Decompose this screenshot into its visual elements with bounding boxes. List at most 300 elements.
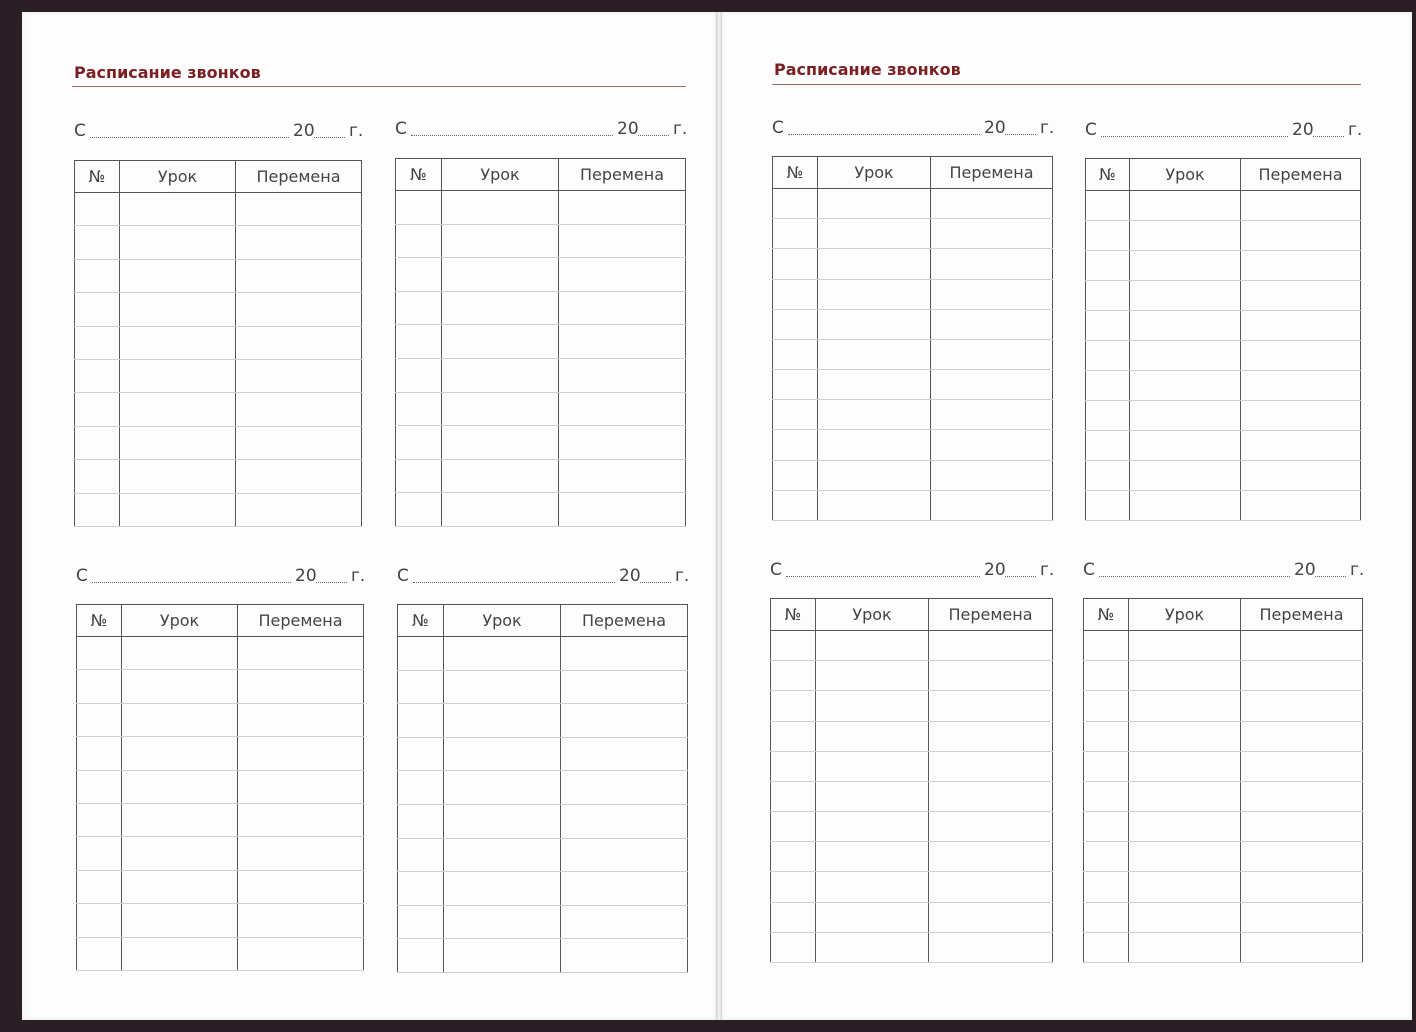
cell-lesson[interactable] xyxy=(122,670,238,703)
cell-lesson[interactable] xyxy=(120,393,236,426)
cell-lesson[interactable] xyxy=(120,259,236,292)
cell-num[interactable] xyxy=(773,339,818,369)
cell-lesson[interactable] xyxy=(1129,812,1241,842)
cell-num[interactable] xyxy=(1086,221,1130,251)
table-row xyxy=(771,842,1053,872)
cell-break[interactable] xyxy=(236,259,362,292)
cell-break[interactable] xyxy=(559,493,686,527)
date-year-field[interactable] xyxy=(1005,576,1036,577)
cell-break[interactable] xyxy=(1241,341,1361,371)
cell-lesson[interactable] xyxy=(1129,842,1241,872)
cell-num[interactable] xyxy=(77,870,122,903)
cell-num[interactable] xyxy=(77,670,122,703)
cell-break[interactable] xyxy=(929,812,1053,842)
cell-num[interactable] xyxy=(75,326,120,359)
cell-num[interactable] xyxy=(1084,781,1129,811)
cell-num[interactable] xyxy=(773,460,818,490)
cell-num[interactable] xyxy=(1086,191,1130,221)
cell-lesson[interactable] xyxy=(1130,281,1241,311)
cell-break[interactable] xyxy=(931,249,1053,279)
cell-num[interactable] xyxy=(396,258,442,292)
cell-break[interactable] xyxy=(931,430,1053,460)
cell-num[interactable] xyxy=(75,259,120,292)
date-year-prefix: 20 xyxy=(619,566,641,586)
cell-lesson[interactable] xyxy=(120,460,236,493)
cell-lesson[interactable] xyxy=(818,219,931,249)
table-row xyxy=(77,737,364,770)
table-row xyxy=(75,493,362,526)
cell-break[interactable] xyxy=(236,326,362,359)
date-line[interactable] xyxy=(1085,120,1363,142)
cell-num[interactable] xyxy=(1084,721,1129,751)
cell-num[interactable] xyxy=(1084,872,1129,902)
cell-num[interactable] xyxy=(396,224,442,258)
cell-num[interactable] xyxy=(1086,461,1130,491)
cell-break[interactable] xyxy=(559,392,686,426)
cell-num[interactable] xyxy=(398,838,444,872)
cell-lesson[interactable] xyxy=(818,400,931,430)
cell-num[interactable] xyxy=(77,637,122,670)
cell-break[interactable] xyxy=(931,490,1053,520)
cell-lesson[interactable] xyxy=(120,493,236,526)
cell-num[interactable] xyxy=(398,939,444,973)
date-day-field[interactable] xyxy=(413,582,615,583)
cell-break[interactable] xyxy=(1241,691,1363,721)
cell-break[interactable] xyxy=(561,637,688,671)
cell-num[interactable] xyxy=(771,842,816,872)
cell-num[interactable] xyxy=(773,219,818,249)
cell-num[interactable] xyxy=(1084,691,1129,721)
cell-num[interactable] xyxy=(773,400,818,430)
cell-break[interactable] xyxy=(929,902,1053,932)
cell-lesson[interactable] xyxy=(442,258,559,292)
cell-break[interactable] xyxy=(1241,461,1361,491)
cell-lesson[interactable] xyxy=(120,326,236,359)
cell-lesson[interactable] xyxy=(1130,401,1241,431)
table-row xyxy=(398,704,688,738)
cell-lesson[interactable] xyxy=(816,842,929,872)
cell-break[interactable] xyxy=(929,872,1053,902)
cell-num[interactable] xyxy=(773,490,818,520)
cell-num[interactable] xyxy=(1086,251,1130,281)
cell-break[interactable] xyxy=(238,937,364,970)
cell-lesson[interactable] xyxy=(120,359,236,392)
cell-break[interactable] xyxy=(929,691,1053,721)
cell-lesson[interactable] xyxy=(122,937,238,970)
cell-num[interactable] xyxy=(75,359,120,392)
cell-lesson[interactable] xyxy=(122,837,238,870)
date-year-prefix: 20 xyxy=(617,119,639,139)
cell-break[interactable] xyxy=(236,359,362,392)
table-row xyxy=(75,426,362,459)
cell-break[interactable] xyxy=(1241,902,1363,932)
cell-lesson[interactable] xyxy=(442,191,559,225)
cell-lesson[interactable] xyxy=(442,493,559,527)
cell-num[interactable] xyxy=(77,770,122,803)
cell-lesson[interactable] xyxy=(444,905,561,939)
cell-num[interactable] xyxy=(1086,491,1130,521)
cell-lesson[interactable] xyxy=(818,370,931,400)
cell-lesson[interactable] xyxy=(1129,781,1241,811)
date-year-field[interactable] xyxy=(638,135,669,136)
cell-lesson[interactable] xyxy=(816,721,929,751)
cell-lesson[interactable] xyxy=(1129,902,1241,932)
table-row xyxy=(398,804,688,838)
cell-num[interactable] xyxy=(75,493,120,526)
cell-num[interactable] xyxy=(1084,661,1129,691)
cell-num[interactable] xyxy=(1086,311,1130,341)
cell-break[interactable] xyxy=(238,803,364,836)
cell-lesson[interactable] xyxy=(1130,311,1241,341)
cell-lesson[interactable] xyxy=(818,490,931,520)
date-day-field[interactable] xyxy=(1101,136,1288,137)
cell-lesson[interactable] xyxy=(816,902,929,932)
cell-num[interactable] xyxy=(773,279,818,309)
cell-num[interactable] xyxy=(75,193,120,226)
cell-num[interactable] xyxy=(77,904,122,937)
cell-lesson[interactable] xyxy=(1129,631,1241,661)
cell-num[interactable] xyxy=(773,430,818,460)
cell-break[interactable] xyxy=(236,493,362,526)
cell-lesson[interactable] xyxy=(444,804,561,838)
cell-num[interactable] xyxy=(77,737,122,770)
cell-break[interactable] xyxy=(559,224,686,258)
cell-break[interactable] xyxy=(561,737,688,771)
cell-lesson[interactable] xyxy=(442,325,559,359)
cell-break[interactable] xyxy=(1241,812,1363,842)
cell-lesson[interactable] xyxy=(122,803,238,836)
cell-lesson[interactable] xyxy=(442,459,559,493)
cell-lesson[interactable] xyxy=(818,460,931,490)
date-line[interactable] xyxy=(74,121,364,143)
cell-lesson[interactable] xyxy=(1130,251,1241,281)
cell-break[interactable] xyxy=(561,670,688,704)
date-day-field[interactable] xyxy=(92,582,291,583)
cell-break[interactable] xyxy=(238,770,364,803)
cell-num[interactable] xyxy=(398,737,444,771)
cell-num[interactable] xyxy=(75,226,120,259)
cell-break[interactable] xyxy=(559,258,686,292)
cell-num[interactable] xyxy=(771,661,816,691)
cell-num[interactable] xyxy=(1084,631,1129,661)
cell-break[interactable] xyxy=(1241,401,1361,431)
cell-break[interactable] xyxy=(931,460,1053,490)
cell-num[interactable] xyxy=(1084,932,1129,962)
cell-num[interactable] xyxy=(771,751,816,781)
cell-break[interactable] xyxy=(1241,631,1363,661)
cell-break[interactable] xyxy=(1241,191,1361,221)
table-row xyxy=(1086,431,1361,461)
cell-break[interactable] xyxy=(1241,661,1363,691)
cell-num[interactable] xyxy=(771,932,816,962)
date-line[interactable] xyxy=(76,566,366,588)
cell-lesson[interactable] xyxy=(818,309,931,339)
cell-num[interactable] xyxy=(771,902,816,932)
cell-num[interactable] xyxy=(398,804,444,838)
cell-num[interactable] xyxy=(398,872,444,906)
date-year-field[interactable] xyxy=(314,137,345,138)
cell-lesson[interactable] xyxy=(444,637,561,671)
cell-break[interactable] xyxy=(1241,751,1363,781)
date-line[interactable] xyxy=(772,118,1055,140)
cell-lesson[interactable] xyxy=(818,189,931,219)
cell-num[interactable] xyxy=(396,358,442,392)
cell-lesson[interactable] xyxy=(444,939,561,973)
cell-num[interactable] xyxy=(771,872,816,902)
cell-lesson[interactable] xyxy=(1129,751,1241,781)
cell-num[interactable] xyxy=(75,393,120,426)
cell-num[interactable] xyxy=(1086,371,1130,401)
cell-lesson[interactable] xyxy=(816,932,929,962)
cell-num[interactable] xyxy=(1084,812,1129,842)
cell-num[interactable] xyxy=(396,426,442,460)
cell-num[interactable] xyxy=(396,493,442,527)
cell-num[interactable] xyxy=(1086,431,1130,461)
cell-break[interactable] xyxy=(559,426,686,460)
table-row xyxy=(1086,191,1361,221)
date-day-field[interactable] xyxy=(90,137,289,138)
cell-lesson[interactable] xyxy=(444,704,561,738)
cell-lesson[interactable] xyxy=(120,226,236,259)
cell-lesson[interactable] xyxy=(122,770,238,803)
cell-lesson[interactable] xyxy=(816,751,929,781)
cell-lesson[interactable] xyxy=(442,291,559,325)
cell-lesson[interactable] xyxy=(120,193,236,226)
cell-break[interactable] xyxy=(931,219,1053,249)
cell-lesson[interactable] xyxy=(1130,491,1241,521)
cell-break[interactable] xyxy=(1241,311,1361,341)
cell-num[interactable] xyxy=(773,370,818,400)
cell-lesson[interactable] xyxy=(442,392,559,426)
cell-num[interactable] xyxy=(398,670,444,704)
cell-break[interactable] xyxy=(1241,491,1361,521)
page-title-left: Расписание звонков xyxy=(74,63,261,82)
cell-break[interactable] xyxy=(1241,251,1361,281)
cell-lesson[interactable] xyxy=(818,430,931,460)
cell-break[interactable] xyxy=(559,291,686,325)
cell-break[interactable] xyxy=(931,339,1053,369)
cell-num[interactable] xyxy=(77,937,122,970)
cell-break[interactable] xyxy=(238,703,364,736)
date-prefix: С xyxy=(395,119,407,139)
cell-lesson[interactable] xyxy=(1129,691,1241,721)
cell-break[interactable] xyxy=(561,939,688,973)
cell-lesson[interactable] xyxy=(1130,221,1241,251)
cell-break[interactable] xyxy=(561,905,688,939)
cell-lesson[interactable] xyxy=(1129,721,1241,751)
cell-break[interactable] xyxy=(1241,721,1363,751)
cell-num[interactable] xyxy=(771,721,816,751)
table-row xyxy=(396,358,686,392)
cell-break[interactable] xyxy=(238,637,364,670)
cell-lesson[interactable] xyxy=(818,249,931,279)
cell-lesson[interactable] xyxy=(818,279,931,309)
cell-lesson[interactable] xyxy=(442,426,559,460)
cell-num[interactable] xyxy=(396,191,442,225)
cell-break[interactable] xyxy=(561,838,688,872)
cell-num[interactable] xyxy=(77,703,122,736)
cell-lesson[interactable] xyxy=(122,737,238,770)
header-lesson: Урок xyxy=(444,605,561,637)
cell-break[interactable] xyxy=(561,771,688,805)
cell-lesson[interactable] xyxy=(818,339,931,369)
cell-break[interactable] xyxy=(931,279,1053,309)
cell-break[interactable] xyxy=(1241,221,1361,251)
cell-break[interactable] xyxy=(1241,932,1363,962)
cell-lesson[interactable] xyxy=(122,637,238,670)
cell-break[interactable] xyxy=(1241,431,1361,461)
cell-break[interactable] xyxy=(929,842,1053,872)
cell-num[interactable] xyxy=(396,459,442,493)
cell-num[interactable] xyxy=(773,309,818,339)
table-row xyxy=(771,902,1053,932)
cell-break[interactable] xyxy=(931,400,1053,430)
table-row xyxy=(773,370,1053,400)
cell-num[interactable] xyxy=(773,249,818,279)
cell-break[interactable] xyxy=(236,426,362,459)
cell-lesson[interactable] xyxy=(816,661,929,691)
cell-break[interactable] xyxy=(931,189,1053,219)
date-year-field[interactable] xyxy=(316,582,347,583)
cell-lesson[interactable] xyxy=(1130,191,1241,221)
cell-break[interactable] xyxy=(238,870,364,903)
table-row xyxy=(77,904,364,937)
date-day-field[interactable] xyxy=(788,134,980,135)
table-row xyxy=(77,670,364,703)
cell-lesson[interactable] xyxy=(1129,932,1241,962)
cell-num[interactable] xyxy=(771,781,816,811)
cell-num[interactable] xyxy=(75,293,120,326)
cell-break[interactable] xyxy=(238,837,364,870)
cell-num[interactable] xyxy=(398,704,444,738)
cell-break[interactable] xyxy=(1241,281,1361,311)
cell-lesson[interactable] xyxy=(122,904,238,937)
cell-num[interactable] xyxy=(396,325,442,359)
cell-break[interactable] xyxy=(559,459,686,493)
cell-num[interactable] xyxy=(398,637,444,671)
cell-num[interactable] xyxy=(1086,401,1130,431)
cell-num[interactable] xyxy=(396,291,442,325)
cell-break[interactable] xyxy=(236,460,362,493)
cell-num[interactable] xyxy=(75,426,120,459)
cell-num[interactable] xyxy=(398,905,444,939)
cell-break[interactable] xyxy=(929,631,1053,661)
cell-lesson[interactable] xyxy=(444,737,561,771)
table-row xyxy=(1086,311,1361,341)
cell-lesson[interactable] xyxy=(816,781,929,811)
cell-break[interactable] xyxy=(929,661,1053,691)
cell-num[interactable] xyxy=(1084,842,1129,872)
cell-break[interactable] xyxy=(559,191,686,225)
table-row xyxy=(1084,751,1363,781)
cell-num[interactable] xyxy=(771,631,816,661)
cell-num[interactable] xyxy=(77,803,122,836)
cell-lesson[interactable] xyxy=(816,872,929,902)
cell-break[interactable] xyxy=(1241,872,1363,902)
cell-break[interactable] xyxy=(236,393,362,426)
cell-lesson[interactable] xyxy=(1130,371,1241,401)
table-row xyxy=(1086,251,1361,281)
date-day-field[interactable] xyxy=(786,576,980,577)
cell-lesson[interactable] xyxy=(816,631,929,661)
cell-lesson[interactable] xyxy=(444,771,561,805)
date-year-field[interactable] xyxy=(1315,576,1346,577)
cell-break[interactable] xyxy=(236,226,362,259)
cell-break[interactable] xyxy=(238,904,364,937)
cell-num[interactable] xyxy=(771,812,816,842)
cell-lesson[interactable] xyxy=(120,426,236,459)
cell-break[interactable] xyxy=(559,325,686,359)
cell-lesson[interactable] xyxy=(444,838,561,872)
date-year-field[interactable] xyxy=(640,582,671,583)
cell-num[interactable] xyxy=(75,460,120,493)
cell-break[interactable] xyxy=(559,358,686,392)
cell-lesson[interactable] xyxy=(1130,461,1241,491)
cell-break[interactable] xyxy=(929,751,1053,781)
cell-lesson[interactable] xyxy=(816,812,929,842)
cell-lesson[interactable] xyxy=(122,870,238,903)
cell-break[interactable] xyxy=(1241,842,1363,872)
date-line[interactable] xyxy=(1083,560,1365,582)
cell-num[interactable] xyxy=(1086,281,1130,311)
cell-lesson[interactable] xyxy=(1130,431,1241,461)
cell-num[interactable] xyxy=(771,691,816,721)
cell-num[interactable] xyxy=(1084,751,1129,781)
cell-break[interactable] xyxy=(236,293,362,326)
cell-break[interactable] xyxy=(238,737,364,770)
cell-num[interactable] xyxy=(1086,341,1130,371)
table-row xyxy=(77,803,364,836)
cell-break[interactable] xyxy=(1241,781,1363,811)
cell-break[interactable] xyxy=(931,370,1053,400)
cell-num[interactable] xyxy=(1084,902,1129,932)
cell-lesson[interactable] xyxy=(442,358,559,392)
cell-break[interactable] xyxy=(929,781,1053,811)
cell-break[interactable] xyxy=(931,309,1053,339)
cell-lesson[interactable] xyxy=(1130,341,1241,371)
table-row xyxy=(773,189,1053,219)
date-day-field[interactable] xyxy=(1099,576,1290,577)
cell-break[interactable] xyxy=(561,872,688,906)
date-line[interactable] xyxy=(770,560,1055,582)
date-day-field[interactable] xyxy=(411,135,613,136)
cell-num[interactable] xyxy=(398,771,444,805)
cell-lesson[interactable] xyxy=(120,293,236,326)
cell-lesson[interactable] xyxy=(444,872,561,906)
cell-lesson[interactable] xyxy=(1129,872,1241,902)
date-year-field[interactable] xyxy=(1313,136,1344,137)
cell-lesson[interactable] xyxy=(442,224,559,258)
cell-break[interactable] xyxy=(1241,371,1361,401)
cell-break[interactable] xyxy=(561,804,688,838)
cell-lesson[interactable] xyxy=(816,691,929,721)
cell-break[interactable] xyxy=(238,670,364,703)
cell-lesson[interactable] xyxy=(1129,661,1241,691)
table-row xyxy=(773,490,1053,520)
date-year-field[interactable] xyxy=(1005,134,1036,135)
cell-break[interactable] xyxy=(236,193,362,226)
cell-num[interactable] xyxy=(77,837,122,870)
cell-break[interactable] xyxy=(929,932,1053,962)
cell-num[interactable] xyxy=(773,189,818,219)
cell-num[interactable] xyxy=(396,392,442,426)
cell-break[interactable] xyxy=(929,721,1053,751)
cell-break[interactable] xyxy=(561,704,688,738)
cell-lesson[interactable] xyxy=(444,670,561,704)
date-line[interactable] xyxy=(395,119,688,141)
date-line[interactable] xyxy=(397,566,690,588)
cell-lesson[interactable] xyxy=(122,703,238,736)
